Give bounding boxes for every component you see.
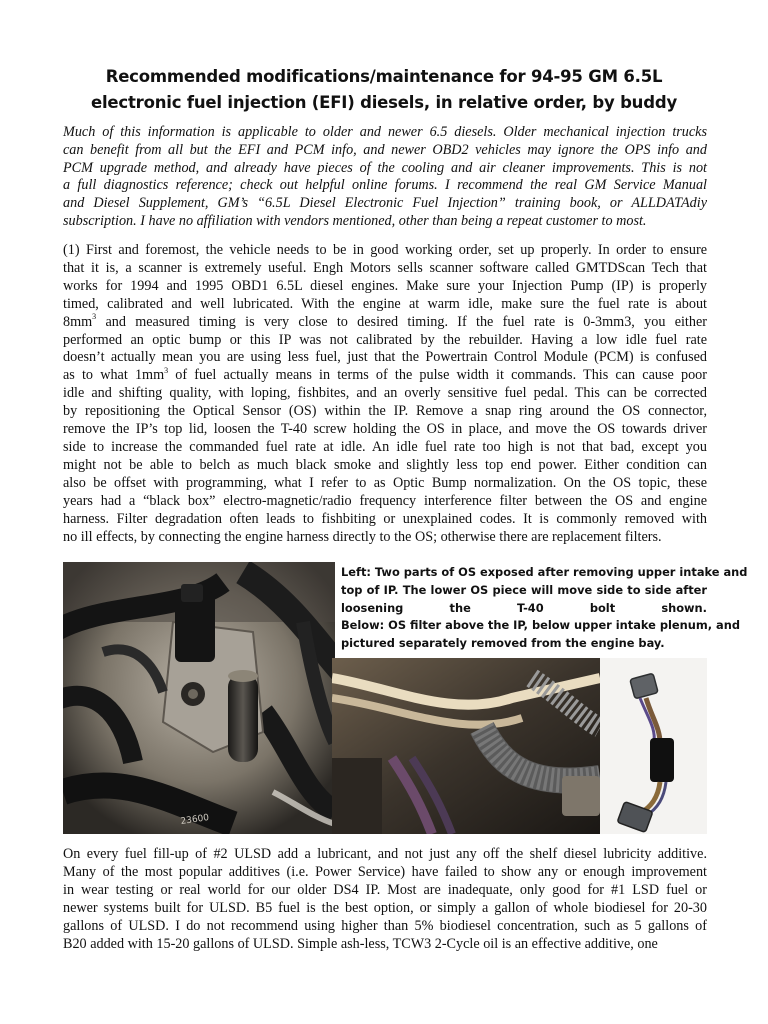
os-filter-engine-bay-photo xyxy=(332,658,600,834)
caption-line: top of IP. The lower OS piece will move side to side after xyxy=(341,582,707,597)
caption-line: Below: OS filter above the IP, below upper intake plenum, and xyxy=(341,618,740,633)
intro-paragraph xyxy=(63,124,707,231)
paragraph-line: as to what $1mm^3$ of fuel actually means in terms of the pulse width it commands. This can cause poor xyxy=(63,365,707,384)
paragraph-line: (1) First and foremost, the vehicle needs to be in good working order, set up properly. In order to ensure xyxy=(63,242,707,258)
paragraph-line: harness. Filter degradation often leads to fishbiting or unexplained codes. It is commonly removed with xyxy=(63,510,707,527)
photo-caption xyxy=(341,564,748,653)
title-line: Recommended modifications/maintenance for 94-95 GM 6.5L xyxy=(105,67,663,86)
caption-line: loosening the T-40 bolt shown. xyxy=(341,600,707,615)
intro-line: PCM upgrade method, and already have pieces of the cooling and air cleaner improvements. This is not xyxy=(63,159,707,176)
paragraph-line: remove the IP’s top lid, loosen the T-40 screw holding the OS in place, and move the OS towards driver xyxy=(63,421,707,438)
caption-line: Left: Two parts of OS exposed after removing upper intake and xyxy=(341,565,748,579)
paragraph-line: side to increase the commanded fuel rate at idle. An idle fuel rate too high is not that bad, except you xyxy=(63,438,707,455)
body-paragraph-2 xyxy=(63,846,707,953)
intro-line: and Diesel Supplement, GM’s “6.5L Diesel Electronic Fuel Injection” training book, or ALLDATAdiy xyxy=(63,195,707,212)
intro-line: can benefit from all but the EFI and PCM info, and newer OBD2 vehicles may ignore the OPS info and xyxy=(63,141,707,158)
paragraph-line: works for 1994 and 1995 OBD1 6.5L diesel engines. Make sure your Injection Pump (IP) is properly xyxy=(63,277,707,294)
paragraph-line: no ill effects, by connecting the engine harness directly to the OS; otherwise there are replacement filters. xyxy=(63,528,662,545)
engine-part-marking: 23600 xyxy=(180,813,210,827)
paragraph-line: by repositioning the Optical Sensor (OS) within the IP. Remove a snap ring around the OS connector, xyxy=(63,403,707,420)
paragraph-line: gallons of ULSD. I do not recommend using higher than 5% biodiesel concentration, such as 5 gallons of xyxy=(63,917,707,934)
caption-line: pictured separately removed from the engine bay. xyxy=(341,636,665,651)
paragraph-line: B20 added with 15-20 gallons of ULSD. Simple ash-less, TCW3 2-Cycle oil is an effective additive, one xyxy=(63,935,658,952)
optical-sensor-photo xyxy=(63,562,335,834)
document-title xyxy=(50,64,718,116)
paragraph-line: $8mm^3$ and measured timing is very close to desired timing. If the fuel rate is 0-3mm3, you either xyxy=(63,311,707,330)
paragraph-line: doesn’t actually mean you are using less fuel, just that the Powertrain Control Module (PCM) is confused xyxy=(63,349,707,366)
paragraph-line: performed an optic bump or this IP was not calibrated by the rebuilder. Having a low idle fuel rate xyxy=(63,331,707,348)
paragraph-line: also be offset with programming, what I refer to as Optic Bump normalization. On the OS topic, these xyxy=(63,474,707,491)
title-line: electronic fuel injection (EFI) diesels, in relative order, by buddy xyxy=(90,93,678,112)
intro-line: subscription. I have no affiliation with vendors mentioned, other than being a repeat customer to most. xyxy=(63,212,647,229)
paragraph-line: years had a “black box” electro-magnetic/radio frequency interference filter between the OS and engine xyxy=(63,492,707,509)
paragraph-line: in wear testing or real world for our older DS4 IP. Most are inadequate, only good for #1 LSD fuel or xyxy=(63,881,707,898)
os-filter-removed-photo xyxy=(600,658,707,834)
paragraph-line: timed, calibrated and well lubricated. With the engine at warm idle, make sure the fuel rate is about xyxy=(63,295,707,312)
paragraph-line: idle and shifting quality, with loping, fishbites, and an overly sensitive fuel pedal. This can be corrected xyxy=(63,385,707,402)
paragraph-line: newer systems built for ULSD. B5 fuel is the best option, or simply a gallon of whole biodiesel for 20-30 xyxy=(63,899,707,916)
body-paragraph-1 xyxy=(63,242,707,546)
paragraph-line: might not be able to belch as much black smoke and slightly less top end power. Either condition can xyxy=(63,456,707,473)
intro-line: Much of this information is applicable to older and newer 6.5 diesels. Older mechanical injection trucks xyxy=(63,124,707,140)
paragraph-line: On every fuel fill-up of #2 ULSD add a lubricant, and not just any off the shelf diesel lubricity additive. xyxy=(63,846,707,862)
intro-line: a full diagnostics reference; check out helpful online forums. I recommend the real GM Service Manual xyxy=(63,177,707,194)
paragraph-line: that it is, a scanner is extremely useful. Engh Motors sells scanner software called GMTDScan Tech that xyxy=(63,259,707,276)
paragraph-line: Many of the most popular additives (i.e. Power Service) have failed to show any or enough improvement xyxy=(63,863,707,880)
